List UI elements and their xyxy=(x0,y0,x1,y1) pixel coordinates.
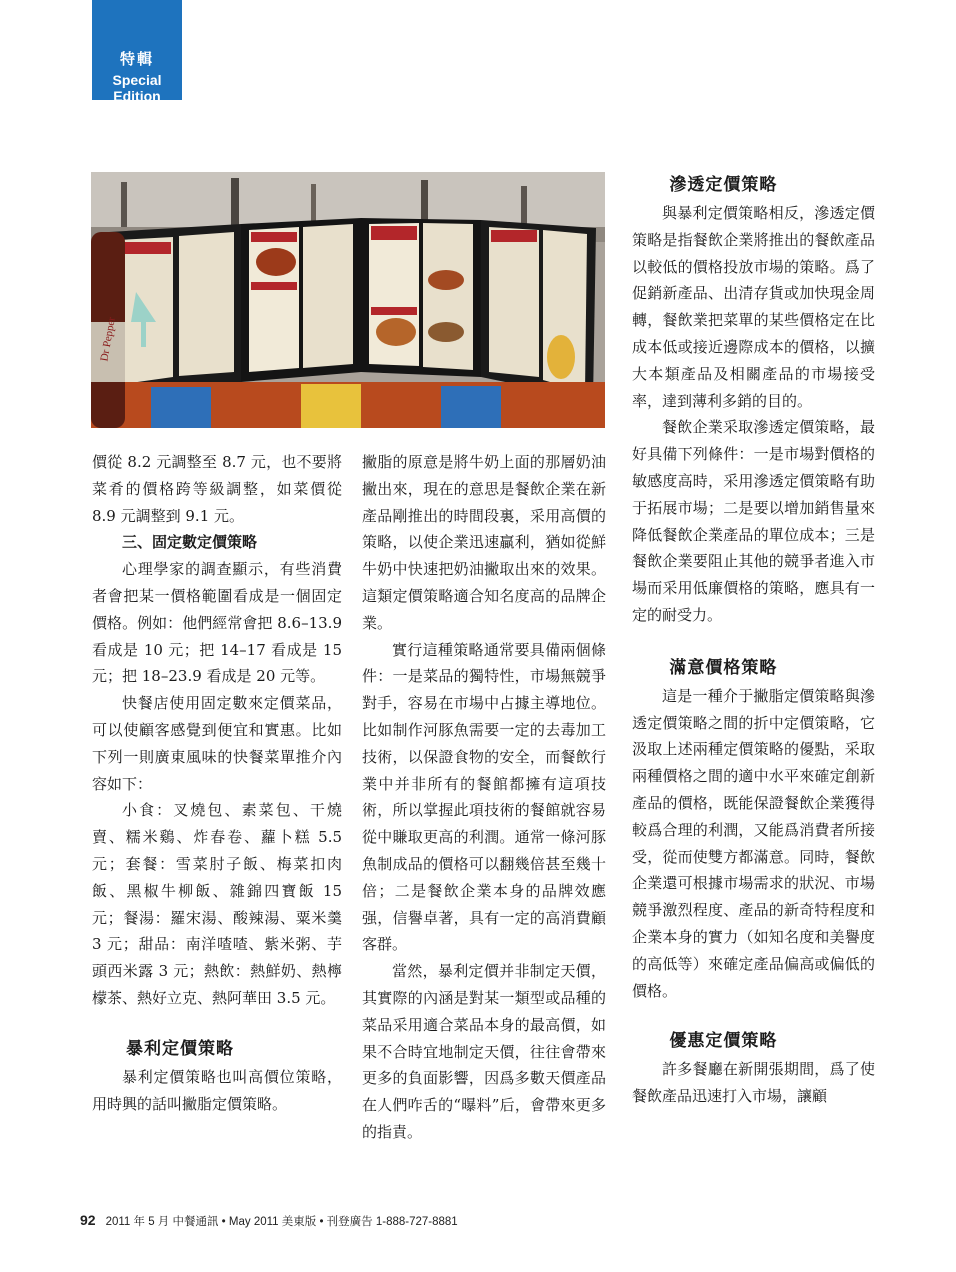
menu-photo-illustration xyxy=(91,172,605,428)
col1-para-4: 小食：叉燒包、素菜包、干燒賣、糯米鷄、炸春卷、蘿卜糕 5.5 元；套餐：雪菜肘子飯、梅菜扣肉飯、黑椒牛柳飯、雜錦四寶飯 15 元；餐湯：羅宋湯、酸辣湯、粟米羹 3 元；甜品：南洋喳喳、紫米粥、芋頭西米露 3 元；熱飲：熱鮮奶、熱檸檬茶、熱好立克、熱阿華田 3.5 元。 xyxy=(92,801,342,1007)
column-right xyxy=(632,170,875,1110)
col3-para-3: 這是一種介于撇脂定價策略與滲透定價策略之間的折中定價策略，它汲取上述兩種定價策略的優點，采取兩種價格之間的適中水平來確定創新產品的價格，既能保證餐飲企業獲得較爲合理的利潤，又能爲消費者所接受，從而使雙方都滿意。同時，餐飲企業還可根據市場需求的狀況、市場競爭激烈程度、產品的新奇特程度和企業本身的實力（如知名度和美譽度的高低等）來確定產品偏高或偏低的價格。 xyxy=(632,686,875,1000)
col1-para-3: 快餐店使用固定數來定價菜品，可以使顧客感覺到便宜和實惠。比如下列一則廣東風味的快餐菜單推介內容如下： xyxy=(92,694,342,793)
heading-fixed-number-pricing: 三、固定數定價策略 xyxy=(122,533,258,552)
section-tab xyxy=(92,0,182,104)
section-tab-en: Special Edition xyxy=(112,72,162,104)
heading-skimming-pricing: 暴利定價策略 xyxy=(126,1038,234,1059)
heading-satisfaction-pricing: 滿意價格策略 xyxy=(669,657,778,678)
bottle-label: Dr Pepper xyxy=(98,316,118,363)
col3-para-4: 許多餐廳在新開張期間，爲了使餐飲產品迅速打入市場，讓顧 xyxy=(632,1060,875,1106)
column-middle xyxy=(362,449,606,1146)
heading-discount-pricing: 優惠定價策略 xyxy=(669,1031,778,1052)
col3-para-1: 與暴利定價策略相反，滲透定價策略是指餐飲企業將推出的餐飲產品以較低的價格投放市場的策略。爲了促銷新產品、出清存貨或加快現金周轉，餐飲業把菜單的某些價格定在比成本低或接近邊際成本的價格，以擴大本類產品及相關產品的市場接受率，達到薄利多銷的目的。 xyxy=(632,204,875,410)
col1-para-1: 價從 8.2 元調整至 8.7 元，也不要將菜肴的價格跨等級調整，如菜價從 8.9 元調整到 9.1 元。 xyxy=(92,453,342,525)
col2-para-3: 當然，暴利定價并非制定天價，其實際的內涵是對某一類型或品種的菜品采用適合菜品本身的最高價，如果不合時宜地制定天價，往往會帶來更多的負面影響，因爲多數天價產品在人們咋舌的“曝料”后，會帶來更多的指責。 xyxy=(362,962,606,1141)
page-footer xyxy=(80,1212,458,1229)
col1-para-2: 心理學家的調查顯示，有些消費者會把某一價格範圍看成是一個固定價格。例如：他們經常會把 8.6–13.9 看成是 10 元；把 14–17 看成是 15 元；把 18–23.9 看成是 20 元等。 xyxy=(92,560,342,686)
page-number: 92 xyxy=(80,1212,96,1228)
col1-para-5: 暴利定價策略也叫高價位策略，用時興的話叫撇脂定價策略。 xyxy=(92,1067,342,1113)
heading-penetration-pricing: 滲透定價策略 xyxy=(669,175,778,195)
col2-para-1: 撇脂的原意是將牛奶上面的那層奶油撇出來，現在的意思是餐飲企業在新產品剛推出的時間段裏，采用高價的策略，以使企業迅速贏利，猶如從鮮牛奶中快速把奶油撇取出來的效果。這類定價策略適合知名度高的品牌企業。 xyxy=(362,453,606,632)
col2-para-2: 實行這種策略通常要具備兩個條件：一是菜品的獨特性，市場無競爭對手，容易在市場中占據主導地位。比如制作河豚魚需要一定的去毒加工技術，以保證食物的安全，而餐飲行業中并非所有的餐館都擁有這項技術，所以掌握此項技術的餐館就容易從中賺取更高的利潤。通常一條河豚魚制成品的價格可以翻幾倍甚至幾十倍；二是餐飲企業本身的品牌效應强，信譽卓著，具有一定的高消費顧客群。 xyxy=(362,640,606,954)
menu-photo xyxy=(91,172,605,428)
footer-text: 2011 年 5 月 中餐通訊 • May 2011 美東版 • 刊登廣告 1-888-727-8881 xyxy=(105,1216,458,1228)
column-left xyxy=(92,449,342,1117)
section-tab-zh: 特輯 xyxy=(119,50,154,68)
col3-para-2: 餐飲企業采取滲透定價策略，最好具備下列條件：一是市場對價格的敏感度高時，采用滲透定價策略有助于拓展市場；二是要以增加銷售量來降低餐飲企業產品的單位成本；三是餐飲企業要阻止其他的競爭者進入市場而采用低廉價格的策略，應具有一定的耐受力。 xyxy=(632,418,875,624)
